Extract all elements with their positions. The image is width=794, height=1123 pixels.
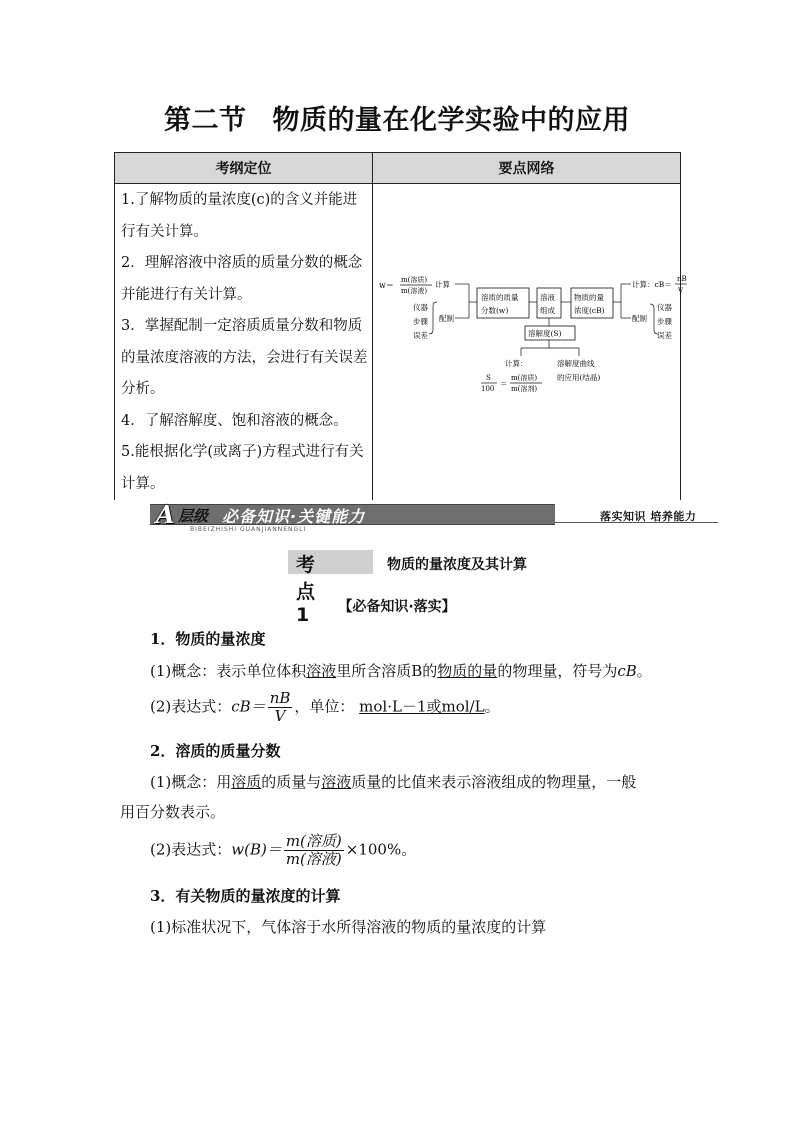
box-mass-fraction-line: 分数(w) <box>481 306 509 315</box>
page-title: 第二节 物质的量在化学实验中的应用 <box>164 105 630 136</box>
box-solution-line: 溶液 <box>540 293 555 302</box>
banner-heading: 必备知识·关键能力 <box>222 507 366 526</box>
s-lhs-den: 100 <box>481 385 495 393</box>
section-heading: 2．溶质的质量分数 <box>150 742 281 760</box>
s-calc-label: 计算： <box>505 359 528 368</box>
sub-heading: 【必备知识·落实】 <box>338 599 456 615</box>
c-prep-label: 配制 <box>632 314 647 323</box>
level-label: 层级 <box>178 507 209 525</box>
kaodian-title: 物质的量浓度及其计算 <box>387 557 527 573</box>
box-solution-line: 组成 <box>540 306 555 315</box>
formula-line: (2)表达式：cB＝ $\frac{nB}{V}$ ，单位： mol·L－1或mol/L。 <box>150 689 500 725</box>
w-denominator: m(溶液) <box>401 287 428 295</box>
paragraph: (1)概念：表示单位体积溶液里所含溶质B的物质的量的物理量，符号为cB。 <box>150 662 652 680</box>
box-conc-line: 浓度(cB) <box>574 306 605 315</box>
banner-pinyin: BIBEIZHISHI GUANJIANNENGLI <box>190 526 307 533</box>
outline-points <box>115 184 373 501</box>
level-letter: A <box>156 500 175 529</box>
s-lhs-num: S <box>486 374 491 382</box>
outline-point: 1.了解物质的量浓度(c)的含义并能进行有关计算。 <box>121 192 358 240</box>
s-rhs-den: m(溶剂) <box>511 385 538 393</box>
left-item: 仪器 <box>413 303 428 312</box>
kaodian-label: 考点 1 <box>296 554 318 626</box>
paragraph: (1)概念：用溶质的质量与溶液质量的比值来表示溶液组成的物理量，一般 <box>150 773 637 791</box>
c-numerator: nB <box>677 275 687 283</box>
s-rhs-num: m(溶质) <box>511 374 538 382</box>
left-item: 误差 <box>413 331 428 340</box>
curve-line: 溶解度曲线 <box>557 359 595 368</box>
concept-network-cell <box>373 184 687 501</box>
col-header-network: 要点网络 <box>373 153 681 184</box>
w-formula: w＝ <box>379 281 394 290</box>
box-conc-line: 物质的量 <box>574 293 604 302</box>
formula-line: (2)表达式：w(B)＝ $\frac{\text{m(溶质)}}{\text{m(溶液)}}$ ×100%。 <box>150 832 417 868</box>
col-header-outline: 考纲定位 <box>115 153 373 184</box>
w-calc-label: 计算 <box>435 280 450 289</box>
banner-right-text: 落实知识 培养能力 <box>600 510 697 523</box>
right-item: 误差 <box>657 331 672 340</box>
left-item: 步骤 <box>413 317 428 326</box>
concept-network-diagram <box>373 184 691 496</box>
outline-table <box>114 152 687 500</box>
outline-point: 3．掌握配制一定溶质质量分数和物质的量浓度溶液的方法，会进行有关误差分析。 <box>121 318 368 397</box>
paragraph: 用百分数表示。 <box>120 803 226 821</box>
w-numerator: m(溶质) <box>401 276 428 284</box>
section-heading: 1．物质的量浓度 <box>150 630 266 648</box>
outline-point: 5.能根据化学(或离子)方程式进行有关计算。 <box>121 444 364 492</box>
c-calc-label: 计算：cB＝ <box>632 280 672 289</box>
outline-point: 4．了解溶解度、饱和溶液的概念。 <box>121 412 348 429</box>
curve-line: 的应用(结晶) <box>557 373 601 382</box>
box-mass-fraction-line: 溶质的质量 <box>481 293 519 302</box>
c-denominator: V <box>678 287 684 295</box>
paragraph: (1)标准状况下，气体溶于水所得溶液的物质的量浓度的计算 <box>150 918 547 936</box>
w-prep-label: 配制 <box>439 314 454 323</box>
outline-point: 2．理解溶液中溶质的质量分数的概念并能进行有关计算。 <box>121 255 363 303</box>
section-heading: 3．有关物质的量浓度的计算 <box>150 887 341 905</box>
right-item: 步骤 <box>657 317 672 326</box>
right-item: 仪器 <box>657 303 672 312</box>
level-banner <box>150 500 718 536</box>
svg-text:＝: ＝ <box>500 379 508 388</box>
box-solubility: 溶解度(S) <box>528 329 562 338</box>
